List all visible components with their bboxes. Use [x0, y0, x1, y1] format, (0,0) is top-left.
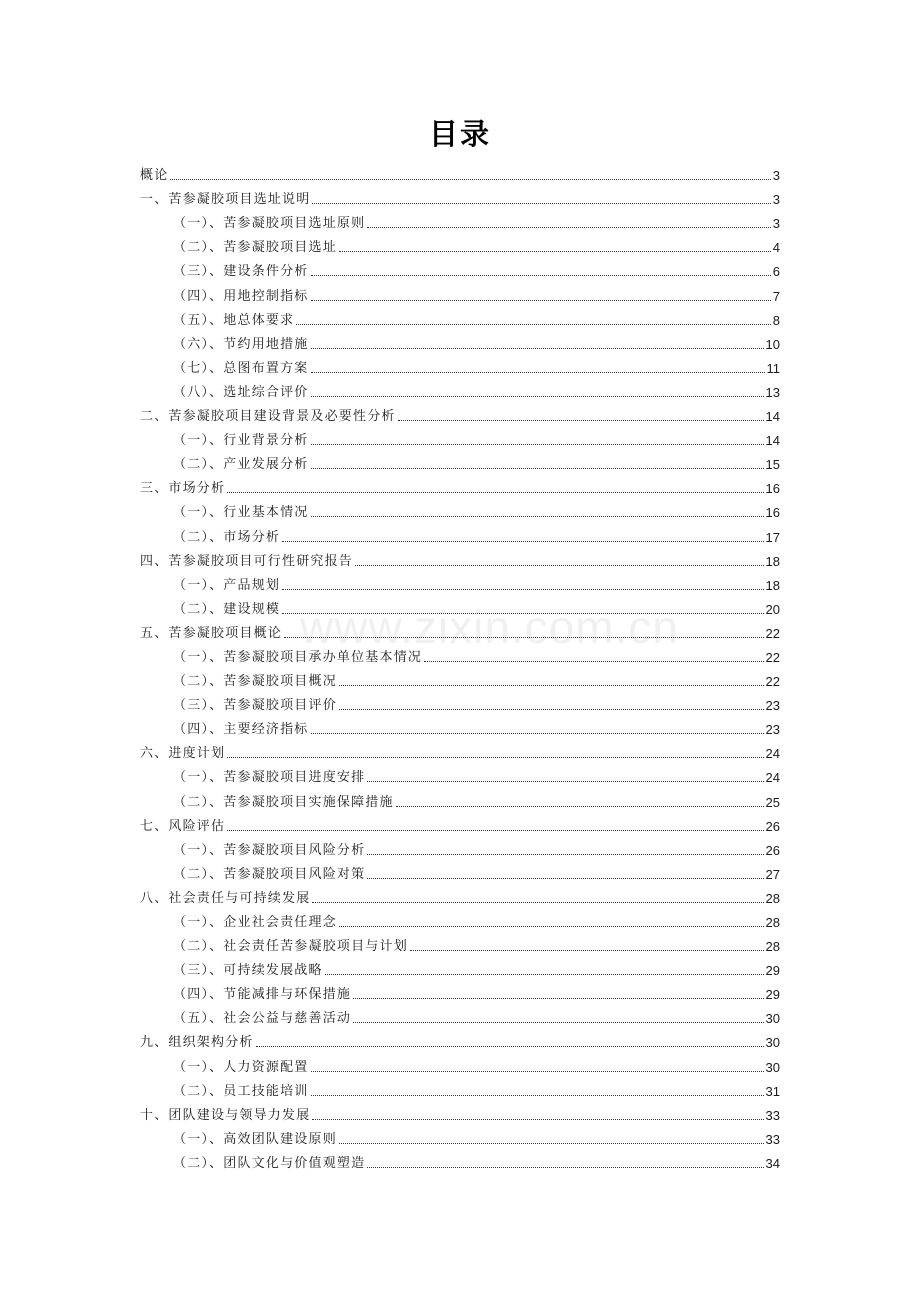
toc-entry-label: （四）、用地控制指标 — [173, 288, 309, 304]
table-of-contents — [140, 160, 780, 1172]
toc-dot-leader — [355, 565, 764, 566]
toc-dot-leader — [311, 275, 771, 276]
toc-entry-page-number: 13 — [765, 384, 780, 400]
toc-dot-leader — [367, 781, 763, 782]
toc-dot-leader — [367, 854, 763, 855]
toc-dot-leader — [410, 950, 764, 951]
toc-entry-page-number: 24 — [765, 746, 780, 762]
toc-dot-leader — [424, 661, 763, 662]
toc-entry-page-number: 6 — [772, 264, 780, 280]
toc-entry-label: （八）、选址综合评价 — [173, 384, 309, 400]
toc-dot-leader — [367, 227, 770, 228]
toc-entry-page-number: 4 — [772, 240, 780, 256]
toc-dot-leader — [296, 324, 770, 325]
toc-entry-label: 九、组织架构分析 — [140, 1035, 254, 1051]
toc-entry-label: （一）、苦参凝胶项目进度安排 — [173, 770, 366, 786]
toc-entry-label: （七）、总图布置方案 — [173, 360, 309, 376]
toc-entry[interactable] — [140, 473, 780, 497]
toc-entry-page-number: 8 — [772, 312, 780, 328]
toc-dot-leader — [311, 300, 771, 301]
toc-entry-page-number: 3 — [772, 168, 780, 184]
toc-dot-leader — [311, 733, 764, 734]
toc-dot-leader — [311, 444, 764, 445]
toc-entry[interactable] — [140, 1076, 780, 1100]
toc-entry-page-number: 28 — [765, 939, 780, 955]
toc-entry-label: （二）、社会责任苦参凝胶项目与计划 — [173, 939, 408, 955]
toc-entry-label: （一）、行业基本情况 — [173, 505, 309, 521]
toc-entry[interactable] — [140, 1124, 780, 1148]
toc-dot-leader — [325, 974, 764, 975]
toc-entry-page-number: 14 — [765, 409, 780, 425]
toc-dot-leader — [353, 1022, 763, 1023]
toc-entry[interactable] — [140, 1100, 780, 1124]
toc-dot-leader — [311, 516, 764, 517]
toc-entry[interactable] — [140, 1003, 780, 1027]
toc-dot-leader — [367, 1167, 763, 1168]
toc-entry[interactable] — [140, 1051, 780, 1075]
toc-entry[interactable] — [140, 353, 780, 377]
toc-entry[interactable] — [140, 1148, 780, 1172]
toc-entry[interactable] — [140, 208, 780, 232]
toc-entry-page-number: 31 — [765, 1083, 780, 1099]
toc-dot-leader — [339, 685, 764, 686]
toc-entry-page-number: 24 — [765, 770, 780, 786]
toc-entry[interactable] — [140, 907, 780, 931]
toc-entry[interactable] — [140, 714, 780, 738]
toc-entry-page-number: 22 — [765, 674, 780, 690]
toc-dot-leader — [311, 1071, 764, 1072]
toc-entry[interactable] — [140, 931, 780, 955]
toc-dot-leader — [312, 1119, 763, 1120]
toc-entry-label: （五）、社会公益与慈善活动 — [173, 1011, 352, 1027]
toc-entry[interactable] — [140, 859, 780, 883]
toc-entry-page-number: 15 — [765, 457, 780, 473]
toc-entry-page-number: 25 — [765, 794, 780, 810]
toc-entry-label: （二）、苦参凝胶项目实施保障措施 — [173, 794, 394, 810]
toc-entry[interactable] — [140, 497, 780, 521]
toc-entry[interactable] — [140, 979, 780, 1003]
toc-dot-leader — [256, 1046, 764, 1047]
toc-entry-page-number: 16 — [765, 505, 780, 521]
toc-entry[interactable] — [140, 618, 780, 642]
toc-entry-label: （一）、人力资源配置 — [173, 1059, 309, 1075]
toc-entry-page-number: 28 — [765, 915, 780, 930]
toc-entry[interactable] — [140, 521, 780, 545]
toc-dot-leader — [398, 420, 764, 421]
toc-entry-page-number: 29 — [765, 987, 780, 1003]
toc-entry-label: （二）、产业发展分析 — [173, 457, 309, 473]
toc-entry-label: （二）、苦参凝胶项目概况 — [173, 674, 337, 690]
toc-entry-page-number: 26 — [765, 842, 780, 858]
toc-entry-label: 八、社会责任与可持续发展 — [140, 890, 311, 906]
toc-entry[interactable] — [140, 955, 780, 979]
toc-entry-page-number: 22 — [765, 625, 780, 641]
toc-entry[interactable] — [140, 329, 780, 353]
toc-entry[interactable] — [140, 690, 780, 714]
toc-entry-label: 四、苦参凝胶项目可行性研究报告 — [140, 553, 354, 569]
toc-entry-label: （五）、地总体要求 — [173, 312, 295, 328]
toc-entry-label: （三）、苦参凝胶项目评价 — [173, 698, 337, 714]
toc-entry-page-number: 17 — [765, 529, 780, 545]
toc-entry-label: （三）、可持续发展战略 — [173, 963, 323, 979]
toc-entry[interactable] — [140, 883, 780, 907]
toc-entry-page-number: 30 — [765, 1011, 780, 1027]
toc-dot-leader — [227, 492, 763, 493]
toc-entry[interactable] — [140, 642, 780, 666]
toc-entry-label: （四）、主要经济指标 — [173, 722, 309, 738]
toc-entry-label: （二）、团队文化与价值观塑造 — [173, 1155, 366, 1171]
toc-entry-page-number: 18 — [765, 553, 780, 569]
toc-dot-leader — [311, 396, 764, 397]
toc-dot-leader — [311, 468, 764, 469]
toc-dot-leader — [282, 541, 763, 542]
toc-dot-leader — [282, 613, 763, 614]
toc-entry[interactable] — [140, 401, 780, 425]
toc-entry[interactable] — [140, 160, 780, 184]
toc-dot-leader — [396, 806, 764, 807]
toc-dot-leader — [353, 998, 763, 999]
toc-entry-label: （一）、高效团队建设原则 — [173, 1131, 337, 1147]
toc-dot-leader — [227, 830, 763, 831]
toc-entry-page-number: 16 — [765, 481, 780, 497]
toc-entry-page-number: 14 — [765, 433, 780, 449]
toc-entry-page-number: 27 — [765, 866, 780, 882]
toc-dot-leader — [311, 372, 765, 373]
toc-entry-label: 二、苦参凝胶项目建设背景及必要性分析 — [140, 409, 396, 425]
toc-entry-label: （二）、市场分析 — [173, 529, 281, 545]
toc-entry-page-number: 11 — [766, 360, 780, 376]
toc-entry-label: （一）、苦参凝胶项目选址原则 — [173, 216, 366, 232]
toc-entry[interactable] — [140, 256, 780, 280]
toc-entry-label: 十、团队建设与领导力发展 — [140, 1107, 311, 1123]
toc-dot-leader — [312, 902, 763, 903]
toc-entry[interactable] — [140, 811, 780, 835]
toc-dot-leader — [339, 926, 764, 927]
toc-entry-label: （一）、行业背景分析 — [173, 433, 309, 449]
toc-entry-label: 概论 — [140, 168, 169, 184]
toc-dot-leader — [311, 348, 764, 349]
toc-dot-leader — [339, 709, 764, 710]
toc-entry[interactable] — [140, 738, 780, 762]
toc-entry-page-number: 23 — [765, 698, 780, 714]
toc-entry-page-number: 18 — [765, 577, 780, 593]
toc-entry-page-number: 10 — [765, 336, 780, 352]
toc-entry[interactable] — [140, 666, 780, 690]
page-title: 目录 — [428, 117, 491, 151]
toc-dot-leader — [339, 1143, 764, 1144]
toc-entry-page-number: 3 — [772, 192, 780, 208]
toc-entry[interactable] — [140, 232, 780, 256]
toc-dot-leader — [282, 589, 763, 590]
toc-entry-label: 六、进度计划 — [140, 746, 226, 762]
toc-entry-label: 三、市场分析 — [140, 481, 226, 497]
toc-entry[interactable] — [140, 835, 780, 859]
toc-entry[interactable] — [140, 184, 780, 208]
toc-entry[interactable] — [140, 546, 780, 570]
toc-entry-label: 七、风险评估 — [140, 818, 226, 834]
toc-entry-label: （六）、节约用地措施 — [173, 336, 309, 352]
toc-dot-leader — [284, 637, 764, 638]
toc-entry[interactable] — [140, 305, 780, 329]
toc-dot-leader — [311, 1095, 764, 1096]
toc-entry[interactable] — [140, 425, 780, 449]
toc-entry-page-number: 30 — [765, 1059, 780, 1075]
toc-entry-page-number: 30 — [765, 1035, 780, 1051]
toc-entry-page-number: 20 — [765, 601, 780, 617]
toc-entry[interactable] — [140, 1027, 780, 1051]
toc-entry-page-number: 34 — [765, 1155, 780, 1171]
toc-entry-label: （一）、苦参凝胶项目承办单位基本情况 — [173, 649, 423, 665]
toc-entry-page-number: 23 — [765, 722, 780, 738]
toc-entry-label: （一）、产品规划 — [173, 577, 281, 593]
toc-entry-label: （四）、节能减排与环保措施 — [173, 987, 352, 1003]
toc-dot-leader — [227, 757, 763, 758]
toc-entry[interactable] — [140, 786, 780, 810]
toc-entry-page-number: 7 — [772, 288, 780, 304]
toc-dot-leader — [170, 179, 770, 180]
toc-entry[interactable] — [140, 594, 780, 618]
toc-entry[interactable] — [140, 449, 780, 473]
toc-entry-label: 五、苦参凝胶项目概论 — [140, 625, 283, 641]
watermark: www.zixin.com.cn — [300, 601, 679, 653]
toc-entry-label: 一、苦参凝胶项目选址说明 — [140, 192, 311, 208]
toc-entry-page-number: 29 — [765, 963, 780, 979]
toc-entry-label: （二）、苦参凝胶项目风险对策 — [173, 866, 366, 882]
toc-entry-label: （一）、苦参凝胶项目风险分析 — [173, 842, 366, 858]
toc-entry-label: （二）、苦参凝胶项目选址 — [173, 240, 337, 256]
toc-entry-page-number: 33 — [765, 1107, 780, 1123]
toc-entry[interactable] — [140, 377, 780, 401]
toc-entry-label: （二）、员工技能培训 — [173, 1083, 309, 1099]
toc-entry-page-number: 22 — [765, 649, 780, 665]
toc-entry[interactable] — [140, 570, 780, 594]
toc-entry-page-number: 26 — [765, 818, 780, 834]
toc-entry-label: （三）、建设条件分析 — [173, 264, 309, 280]
toc-dot-leader — [339, 251, 771, 252]
toc-dot-leader — [312, 203, 770, 204]
toc-entry[interactable] — [140, 762, 780, 786]
toc-entry-label: （一）、企业社会责任理念 — [173, 915, 337, 930]
toc-entry-page-number: 3 — [772, 216, 780, 232]
toc-entry[interactable] — [140, 280, 780, 304]
toc-entry-page-number: 28 — [765, 890, 780, 906]
toc-dot-leader — [367, 878, 763, 879]
toc-entry-label: （二）、建设规模 — [173, 601, 281, 617]
toc-entry-page-number: 33 — [765, 1131, 780, 1147]
